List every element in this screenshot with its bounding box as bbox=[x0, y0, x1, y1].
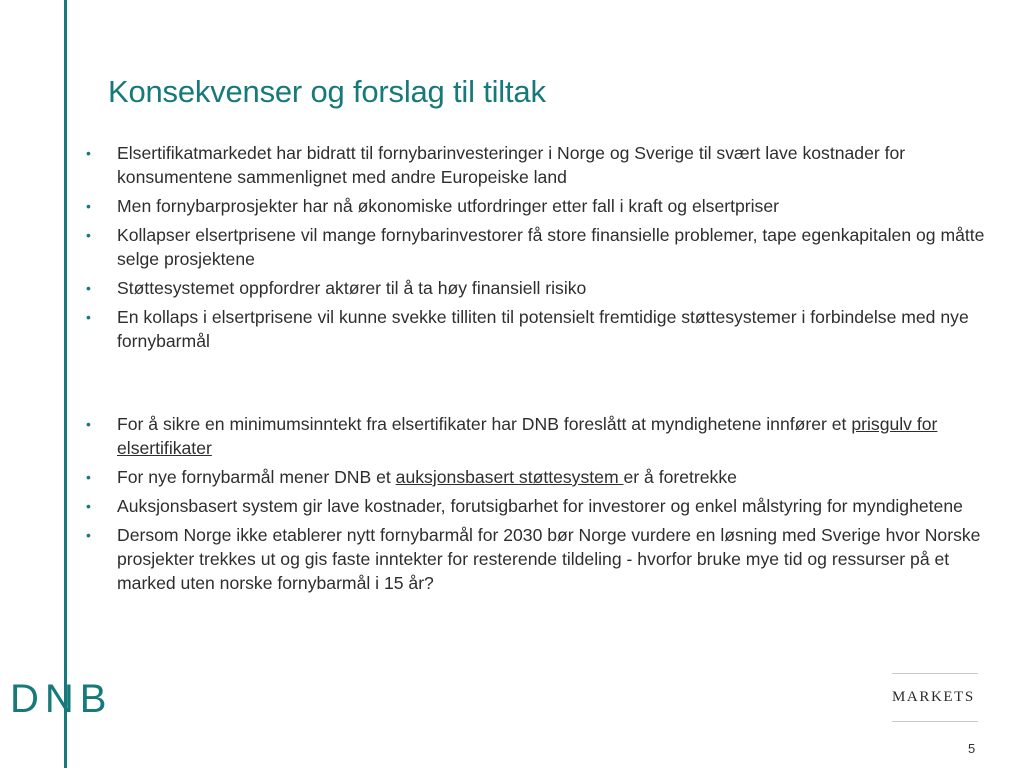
underlined-term-price-floor: prisgulv for elsertifikater bbox=[117, 414, 938, 458]
list-item: • Støttesystemet oppfordrer aktører til å ta høy finansiell risiko bbox=[86, 278, 587, 298]
list-item: • Elsertifikatmarkedet har bidratt til fornybarinvesteringer i Norge og Sverige til svært lave kostnader for konsumentene sammenlignet med andre Europeiske land bbox=[86, 143, 906, 187]
bullet-icon: • bbox=[86, 469, 91, 485]
list-item: • For å sikre en minimumsinntekt fra elsertifikater har DNB foreslått at myndighetene innfører et prisgulv for elsertifikater bbox=[86, 414, 938, 458]
bullet-list-2 bbox=[82, 412, 992, 600]
bullet-icon: • bbox=[86, 145, 91, 161]
vertical-accent-line bbox=[64, 0, 67, 768]
bullet-icon: • bbox=[86, 498, 91, 514]
bullet-list-1 bbox=[82, 141, 992, 358]
list-item: • Dersom Norge ikke etablerer nytt fornybarmål for 2030 bør Norge vurdere en løsning med Sverige hvor Norske prosjekter trekkes ut og gis faste inntekter for resterende tildeling - hvorfor bruke mye tid og ressurser på et marked uten norske fornybarmål i 15 år? bbox=[86, 525, 981, 593]
list-item: • Men fornybarprosjekter har nå økonomiske utfordringer etter fall i kraft og elsertpriser bbox=[86, 196, 779, 216]
list-item: • Kollapser elsertprisene vil mange fornybarinvestorer få store finansielle problemer, tape egenkapitalen og måtte selge prosjektene bbox=[86, 225, 985, 269]
markets-label: MARKETS bbox=[892, 689, 975, 705]
underlined-term-auction-system: auksjonsbasert støttesystem bbox=[395, 467, 624, 487]
dnb-logo: DNB bbox=[10, 677, 113, 721]
bullet-icon: • bbox=[86, 527, 91, 543]
bullet-icon: • bbox=[86, 227, 91, 243]
page-number: 5 bbox=[968, 741, 976, 756]
bullet-icon: • bbox=[86, 280, 91, 296]
markets-divider-bottom bbox=[892, 721, 978, 722]
bullet-icon: • bbox=[86, 416, 91, 432]
list-item: • En kollaps i elsertprisene vil kunne svekke tilliten til potensielt fremtidige støttesystemer i forbindelse med nye fornybarmål bbox=[86, 307, 969, 351]
bullet-icon: • bbox=[86, 309, 91, 325]
slide-title: Konsekvenser og forslag til tiltak bbox=[108, 74, 546, 109]
bullet-icon: • bbox=[86, 198, 91, 214]
markets-divider-top bbox=[892, 673, 978, 674]
list-item: • Auksjonsbasert system gir lave kostnader, forutsigbarhet for investorer og enkel målstyring for myndighetene bbox=[86, 496, 963, 516]
list-item: • For nye fornybarmål mener DNB et auksjonsbasert støttesystem er å foretrekke bbox=[86, 467, 737, 487]
